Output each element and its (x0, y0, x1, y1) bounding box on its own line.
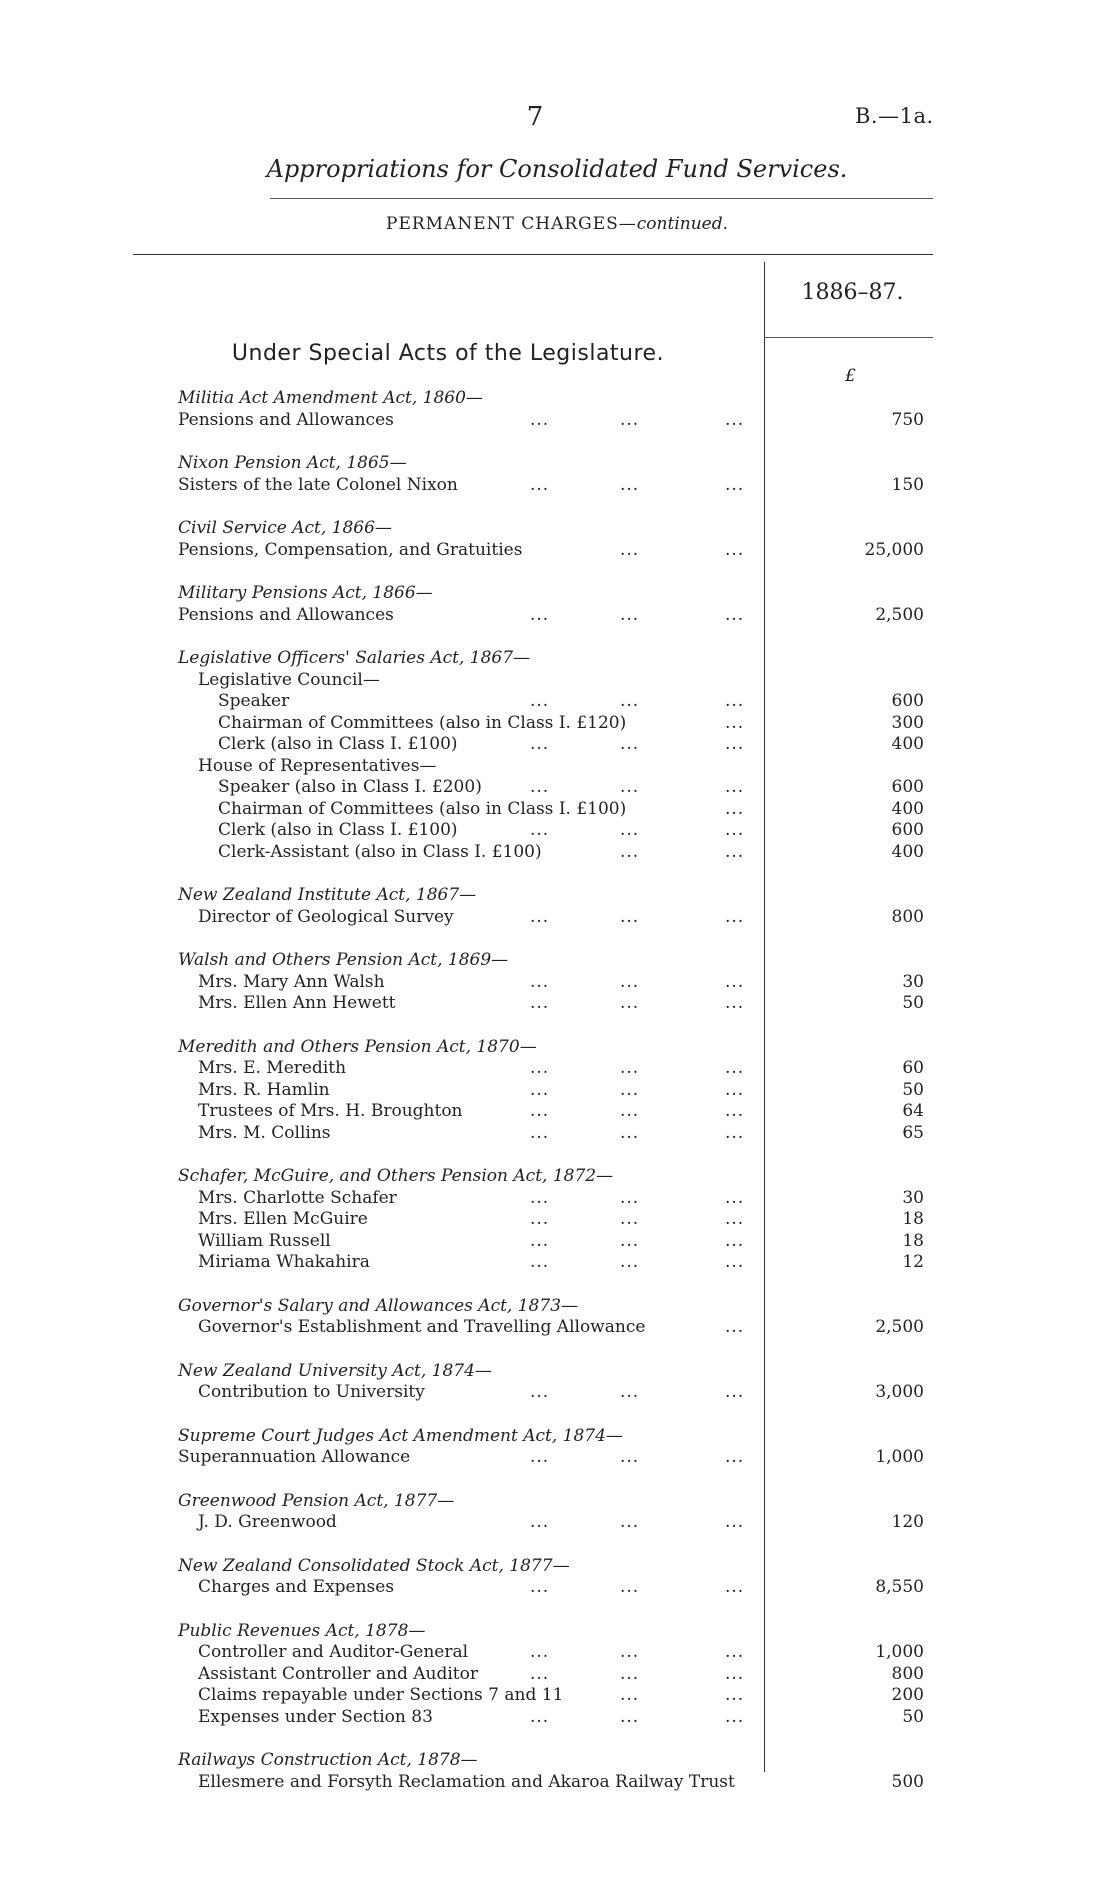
table-row (0, 1684, 1114, 1706)
item-label: Mrs. Charlotte Schafer (198, 1187, 397, 1208)
leader-dots: ... (530, 1187, 550, 1208)
leader-dots: ... (530, 1122, 550, 1143)
table-row (0, 906, 1114, 928)
leader-dots: ... (620, 474, 640, 495)
act-title: Schafer, McGuire, and Others Pension Act, 1872— (178, 1166, 614, 1186)
item-label: Speaker (218, 691, 290, 711)
item-label: Controller and Auditor-General (198, 1642, 469, 1662)
section-heading (0, 214, 1114, 234)
leader-dots: ... (620, 1706, 640, 1727)
amount-value: 2,500 (875, 1317, 924, 1337)
leader-dots: ... (530, 734, 550, 754)
item-label: Mrs. Ellen McGuire (198, 1209, 368, 1229)
section-heading-continued: continued. (636, 214, 728, 234)
leader-dots: ... (620, 1447, 640, 1467)
item-label: Contribution to University (198, 1382, 425, 1402)
leader-dots: ... (725, 1447, 745, 1467)
leader-dots: ... (725, 1382, 745, 1402)
leader-dots: ... (725, 1122, 745, 1143)
year-header-rule (764, 337, 933, 338)
leader-dots: ... (530, 691, 550, 711)
leader-dots: ... (620, 1079, 640, 1100)
item-label: J. D. Greenwood (198, 1512, 337, 1532)
act-heading (0, 1360, 1114, 1382)
table-row (0, 1316, 1114, 1338)
leader-dots: ... (620, 539, 640, 560)
leader-dots: ... (725, 1317, 745, 1337)
act-title: Meredith and Others Pension Act, 1870— (178, 1036, 537, 1057)
act-title: Supreme Court Judges Act Amendment Act, 1874— (178, 1425, 623, 1446)
leader-dots: ... (725, 971, 745, 992)
leader-dots: ... (725, 691, 745, 711)
act-title: New Zealand Institute Act, 1867— (178, 885, 477, 905)
act-title: Nixon Pension Act, 1865— (178, 453, 407, 473)
table-row (0, 474, 1114, 496)
leader-dots: ... (620, 1101, 640, 1121)
leader-dots: ... (725, 798, 745, 819)
item-label: Clerk-Assistant (also in Class I. £100) (218, 841, 542, 862)
act-title: New Zealand University Act, 1874— (178, 1360, 492, 1381)
amount-value: 1,000 (875, 1447, 924, 1467)
item-label: Chairman of Committees (also in Class I. £100) (218, 798, 627, 819)
item-label: Expenses under Section 83 (198, 1706, 433, 1727)
leader-dots: ... (725, 734, 745, 754)
amount-value: 400 (891, 841, 924, 862)
table-row (0, 669, 1114, 691)
amount-value: 600 (891, 691, 924, 711)
table-row (0, 1122, 1114, 1144)
table-row (0, 798, 1114, 820)
leader-dots: ... (530, 820, 550, 840)
page-number: 7 (526, 102, 544, 132)
table-row (0, 690, 1114, 712)
act-title: Military Pensions Act, 1866— (178, 583, 433, 603)
amount-value: 600 (891, 820, 924, 840)
leader-dots: ... (725, 712, 745, 733)
act-heading (0, 1295, 1114, 1317)
amount-value: 600 (891, 777, 924, 797)
section-heading-main: PERMANENT CHARGES— (386, 214, 637, 234)
leader-dots: ... (725, 1101, 745, 1121)
leader-dots: ... (725, 820, 745, 840)
leader-dots: ... (620, 820, 640, 840)
leader-dots: ... (620, 1642, 640, 1662)
leader-dots: ... (530, 474, 550, 495)
table-row (0, 1641, 1114, 1663)
leader-dots: ... (530, 1058, 550, 1078)
leader-dots: ... (725, 1706, 745, 1727)
act-title: New Zealand Consolidated Stock Act, 1877— (178, 1555, 570, 1576)
amount-value: 50 (902, 993, 924, 1013)
leader-dots: ... (620, 1122, 640, 1143)
table-row (0, 1057, 1114, 1079)
page-title: Appropriations for Consolidated Fund Services. (266, 155, 848, 183)
amount-value: 800 (891, 906, 924, 927)
leader-dots: ... (530, 1447, 550, 1467)
leader-dots: ... (620, 409, 640, 430)
leader-dots: ... (725, 1079, 745, 1100)
item-label: Pensions and Allowances (178, 604, 394, 625)
leader-dots: ... (725, 539, 745, 560)
item-label: Pensions and Allowances (178, 409, 394, 430)
act-heading (0, 647, 1114, 669)
table-row (0, 1663, 1114, 1685)
leader-dots: ... (530, 993, 550, 1013)
leader-dots: ... (530, 971, 550, 992)
amount-value: 750 (891, 409, 924, 430)
table-row (0, 1511, 1114, 1533)
amount-value: 2,500 (875, 604, 924, 625)
table-top-rule (133, 254, 933, 255)
item-label: Speaker (also in Class I. £200) (218, 777, 482, 797)
item-label: Clerk (also in Class I. £100) (218, 820, 458, 840)
leader-dots: ... (620, 1230, 640, 1251)
currency-unit: £ (845, 366, 856, 386)
table-row (0, 1208, 1114, 1230)
leader-dots: ... (725, 1058, 745, 1078)
leader-dots: ... (725, 1663, 745, 1684)
act-heading (0, 1165, 1114, 1187)
leader-dots: ... (725, 1685, 745, 1705)
act-title: Militia Act Amendment Act, 1860— (178, 388, 483, 408)
table-row (0, 1100, 1114, 1122)
leader-dots: ... (530, 906, 550, 927)
amount-value: 50 (902, 1706, 924, 1727)
act-heading (0, 1749, 1114, 1771)
act-heading (0, 582, 1114, 604)
leader-dots: ... (620, 971, 640, 992)
leader-dots: ... (530, 1252, 550, 1272)
leader-dots: ... (530, 1512, 550, 1532)
item-label: Ellesmere and Forsyth Reclamation and Akaroa Railway Trust (198, 1771, 735, 1792)
leader-dots: ... (725, 1230, 745, 1251)
item-label: Mrs. R. Hamlin (198, 1079, 330, 1100)
leader-dots: ... (530, 1079, 550, 1100)
amount-value: 65 (902, 1122, 924, 1143)
leader-dots: ... (725, 841, 745, 862)
item-label: Superannuation Allowance (178, 1447, 411, 1467)
table-row (0, 1771, 1114, 1793)
leader-dots: ... (530, 604, 550, 625)
amount-value: 60 (902, 1058, 924, 1078)
leader-dots: ... (620, 1663, 640, 1684)
amount-value: 30 (902, 971, 924, 992)
leader-dots: ... (530, 1382, 550, 1402)
amount-value: 400 (891, 734, 924, 754)
leader-dots: ... (530, 409, 550, 430)
amount-value: 8,550 (875, 1577, 924, 1597)
amount-value: 50 (902, 1079, 924, 1100)
leader-dots: ... (620, 604, 640, 625)
table-row (0, 1576, 1114, 1598)
leader-dots: ... (620, 691, 640, 711)
table-row (0, 1381, 1114, 1403)
amount-value: 800 (891, 1663, 924, 1684)
leader-dots: ... (725, 474, 745, 495)
item-label: Claims repayable under Sections 7 and 11 (198, 1685, 564, 1705)
amount-value: 18 (902, 1230, 924, 1251)
item-label: Trustees of Mrs. H. Broughton (198, 1101, 463, 1121)
table-row (0, 1187, 1114, 1209)
leader-dots: ... (725, 1642, 745, 1662)
act-title: Governor's Salary and Allowances Act, 1873— (178, 1295, 579, 1316)
table-row (0, 712, 1114, 734)
leader-dots: ... (725, 1187, 745, 1208)
act-heading (0, 949, 1114, 971)
leader-dots: ... (725, 1577, 745, 1597)
amount-value: 25,000 (864, 539, 924, 560)
table-row (0, 755, 1114, 777)
leader-dots: ... (620, 1252, 640, 1272)
item-label: Governor's Establishment and Travelling Allowance (198, 1317, 646, 1337)
year-column-header: 1886–87. (801, 280, 904, 305)
amount-value: 18 (902, 1209, 924, 1229)
table-row (0, 604, 1114, 626)
leader-dots: ... (530, 1642, 550, 1662)
document-code: B.—1a. (855, 104, 934, 128)
act-heading (0, 884, 1114, 906)
leader-dots: ... (725, 1209, 745, 1229)
table-row (0, 819, 1114, 841)
leader-dots: ... (530, 1663, 550, 1684)
amount-value: 64 (902, 1101, 924, 1121)
leader-dots: ... (530, 1706, 550, 1727)
act-heading (0, 1425, 1114, 1447)
item-label: Mrs. M. Collins (198, 1122, 331, 1143)
item-label: Pensions, Compensation, and Gratuities (178, 539, 523, 560)
act-heading (0, 1490, 1114, 1512)
amount-value: 400 (891, 798, 924, 819)
table-row (0, 1251, 1114, 1273)
act-title: Civil Service Act, 1866— (178, 518, 392, 538)
act-heading (0, 387, 1114, 409)
item-label: Clerk (also in Class I. £100) (218, 734, 458, 754)
amount-value: 3,000 (875, 1382, 924, 1402)
leader-dots: ... (620, 1187, 640, 1208)
title-rule (270, 198, 933, 199)
amount-value: 12 (902, 1252, 924, 1272)
table-row (0, 776, 1114, 798)
amount-value: 200 (891, 1685, 924, 1705)
leader-dots: ... (725, 906, 745, 927)
item-label: Assistant Controller and Auditor (198, 1663, 478, 1684)
leader-dots: ... (725, 604, 745, 625)
item-label: Director of Geological Survey (198, 906, 454, 927)
item-label: House of Representatives— (198, 755, 437, 776)
item-label: Sisters of the late Colonel Nixon (178, 474, 458, 495)
amount-value: 120 (891, 1512, 924, 1532)
act-title: Greenwood Pension Act, 1877— (178, 1490, 455, 1511)
leader-dots: ... (620, 1382, 640, 1402)
act-title: Legislative Officers' Salaries Act, 1867— (178, 648, 531, 668)
table-row (0, 1230, 1114, 1252)
leader-dots: ... (530, 1101, 550, 1121)
table-row (0, 733, 1114, 755)
leader-dots: ... (620, 1058, 640, 1078)
leader-dots: ... (620, 1685, 640, 1705)
table-subheading: Under Special Acts of the Legislature. (231, 341, 665, 366)
leader-dots: ... (725, 409, 745, 430)
amount-value: 300 (891, 712, 924, 733)
amount-value: 30 (902, 1187, 924, 1208)
item-label: Mrs. Mary Ann Walsh (198, 971, 385, 992)
amount-value: 150 (891, 474, 924, 495)
table-row (0, 971, 1114, 993)
table-row (0, 992, 1114, 1014)
leader-dots: ... (620, 777, 640, 797)
act-heading (0, 517, 1114, 539)
leader-dots: ... (725, 993, 745, 1013)
table-row (0, 409, 1114, 431)
table-row (0, 1079, 1114, 1101)
act-heading (0, 1555, 1114, 1577)
act-title: Walsh and Others Pension Act, 1869— (178, 950, 509, 970)
act-title: Railways Construction Act, 1878— (178, 1750, 478, 1770)
item-label: Charges and Expenses (198, 1577, 395, 1597)
table-row (0, 1706, 1114, 1728)
item-label: Mrs. E. Meredith (198, 1058, 347, 1078)
amount-value: 1,000 (875, 1642, 924, 1662)
table-row (0, 539, 1114, 561)
leader-dots: ... (620, 1209, 640, 1229)
table-row (0, 841, 1114, 863)
leader-dots: ... (620, 993, 640, 1013)
leader-dots: ... (530, 1230, 550, 1251)
leader-dots: ... (530, 777, 550, 797)
amount-value: 500 (891, 1771, 924, 1792)
item-label: Mrs. Ellen Ann Hewett (198, 993, 396, 1013)
act-heading (0, 452, 1114, 474)
item-label: William Russell (198, 1230, 331, 1251)
leader-dots: ... (725, 777, 745, 797)
act-heading (0, 1036, 1114, 1058)
leader-dots: ... (725, 1512, 745, 1532)
item-label: Legislative Council— (198, 669, 380, 690)
act-title: Public Revenues Act, 1878— (178, 1620, 426, 1641)
table-row (0, 1446, 1114, 1468)
leader-dots: ... (620, 906, 640, 927)
item-label: Chairman of Committees (also in Class I. £120) (218, 712, 627, 733)
leader-dots: ... (620, 1512, 640, 1532)
act-heading (0, 1620, 1114, 1642)
leader-dots: ... (620, 1577, 640, 1597)
leader-dots: ... (530, 1577, 550, 1597)
item-label: Miriama Whakahira (198, 1252, 370, 1272)
leader-dots: ... (530, 1209, 550, 1229)
leader-dots: ... (620, 734, 640, 754)
leader-dots: ... (620, 841, 640, 862)
leader-dots: ... (725, 1252, 745, 1272)
